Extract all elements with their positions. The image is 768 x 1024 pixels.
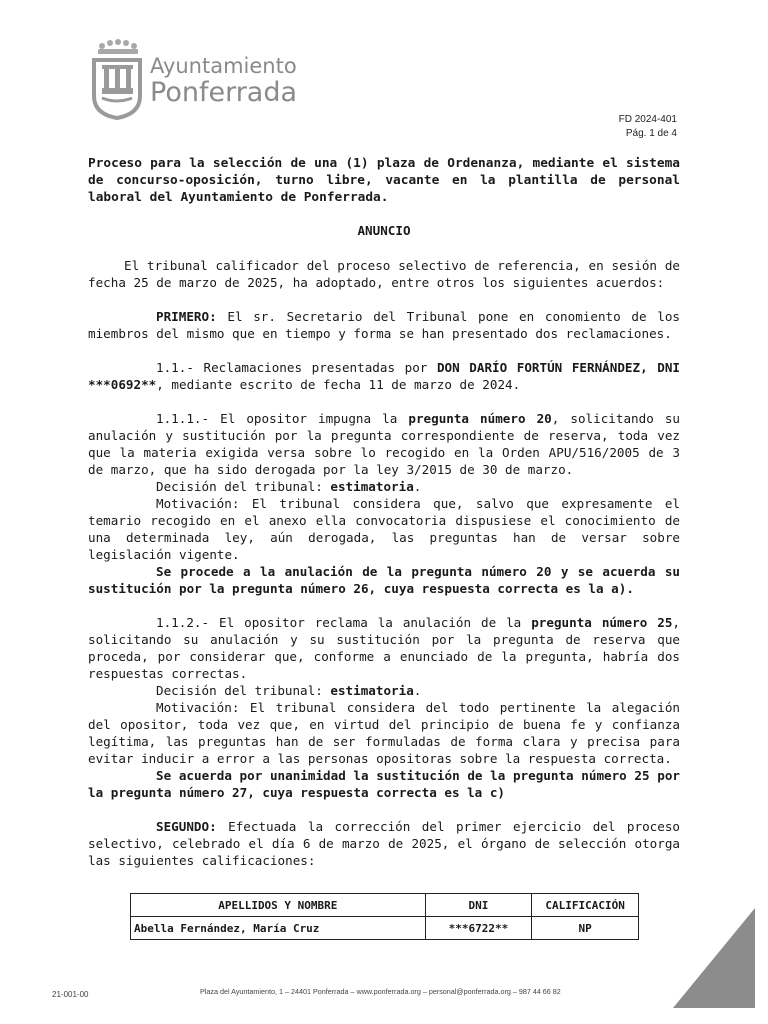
segundo-paragraph [88,818,680,869]
s111-post: , solicitando su anulación y sustitución por la pregunta correspondiente de reserva, toda vez que la materia exigida versa sobre lo recogido en la Orden APU/516/2005 de 3 de marzo, que ha sido derogada por la ley 3/2015 de 30 de marzo. [88,411,680,477]
page-number: Pág. 1 de 4 [625,128,677,139]
grades-table [130,893,639,940]
s112-decision-value: estimatoria [330,683,414,698]
s11-pre: 1.1.- Reclamaciones presentadas por [156,360,437,375]
primero-paragraph [88,308,680,342]
s112-decision-label: Decisión del tribunal: [156,683,331,698]
col-header-dni: DNI [425,894,532,917]
logo-line-2: Ponferrada [150,77,298,108]
s111-decision: Decisión del tribunal: estimatoria. [156,479,422,494]
page-corner-decoration [673,908,755,1008]
s111-decision-label: Decisión del tribunal: [156,479,331,494]
col-header-grade: CALIFICACIÓN [532,894,639,917]
s111-resolution: Se procede a la anulación de la pregunta número 20 y se acuerda su sustitución por la pregunta número 26, cuya respuesta correcta es la a). [88,564,680,596]
s112-resolution: Se acuerda por unanimidad la sustitución de la pregunta número 25 por la pregunta número 27, cuya respuesta correcta es la c) [88,768,680,800]
segundo-label: SEGUNDO: [156,819,217,834]
s11-post: , mediante escrito de fecha 11 de marzo de 2024. [156,377,521,392]
reference-code: FD 2024-401 [618,114,677,125]
s111-pre: 1.1.1.- El opositor impugna la [156,411,409,426]
footer-code: 21-001-00 [52,990,89,999]
intro-paragraph: El tribunal calificador del proceso selectivo de referencia, en sesión de fecha 25 de marzo de 2025, ha adoptado, entre otros los siguientes acuerdos: [88,258,680,290]
segundo-text: Efectuada la corrección del primer ejercicio del proceso selectivo, celebrado el día 6 de marzo de 2025, el órgano de selección otorga las siguientes calificaciones: [88,819,680,868]
heading-anuncio: ANUNCIO [357,223,411,238]
document-title: Proceso para la selección de una (1) plaza de Ordenanza, mediante el sistema de concurso-oposición, turno libre, vacante en la plantilla de personal laboral del Ayuntamiento de Ponferrada. [88,156,680,205]
logo-line-1: Ayuntamiento [150,54,297,78]
claimant-name: DON DARÍO FORTÚN FERNÁNDEZ, DNI ***0692** [88,360,680,392]
s111-decision-value: estimatoria [330,479,414,494]
footer-contact: Plaza del Ayuntamiento, 1 – 24401 Ponferrada – www.ponferrada.org – personal@ponferrada.org – 987 44 66 82 [200,987,561,996]
section-1-1-2 [88,614,680,682]
s111-question: pregunta número 20 [408,411,552,426]
section-1-1-1 [88,410,680,478]
table-header-row [131,894,639,917]
primero-label: PRIMERO: [156,309,217,324]
s111-motivation: Motivación: El tribunal considera que, salvo que expresamente el temario recogido en el anexo ella convocatoria dispusiese el conocimiento de una determinada ley, aún derogada, las preguntas han de versar sobre legislación vigente. [88,496,680,562]
cell-name: Abella Fernández, María Cruz [131,917,426,940]
primero-text: El sr. Secretario del Tribunal pone en conomiento de los miembros del mismo que en tiempo y forma se han presentado dos reclamaciones. [88,309,680,341]
table-row [131,917,639,940]
cell-dni: ***6722** [425,917,532,940]
section-1-1 [88,359,680,393]
s112-decision: Decisión del tribunal: estimatoria. [156,683,422,698]
s112-post: , solicitando su anulación y su sustitución por la pregunta de reserva que proceda, por considerar que, conforme a enunciado de la pregunta, habría dos respuestas correctas. [88,615,681,681]
s112-pre: 1.1.2.- El opositor reclama la anulación de la [156,615,532,630]
col-header-name: APELLIDOS Y NOMBRE [131,894,426,917]
s112-question: pregunta número 25 [531,615,673,630]
ayuntamiento-logo [88,38,318,120]
document-body [88,155,680,869]
document-reference [619,113,677,141]
cell-grade: NP [532,917,639,940]
s112-motivation: Motivación: El tribunal considera del todo pertinente la alegación del opositor, toda vez que, en virtud del principio de buena fe y confianza legítima, las preguntas han de ser formuladas de forma clara y precisa para evitar inducir a error a las personas opositoras sobre la respuesta correcta. [88,700,680,766]
coat-of-arms-icon [88,38,146,120]
